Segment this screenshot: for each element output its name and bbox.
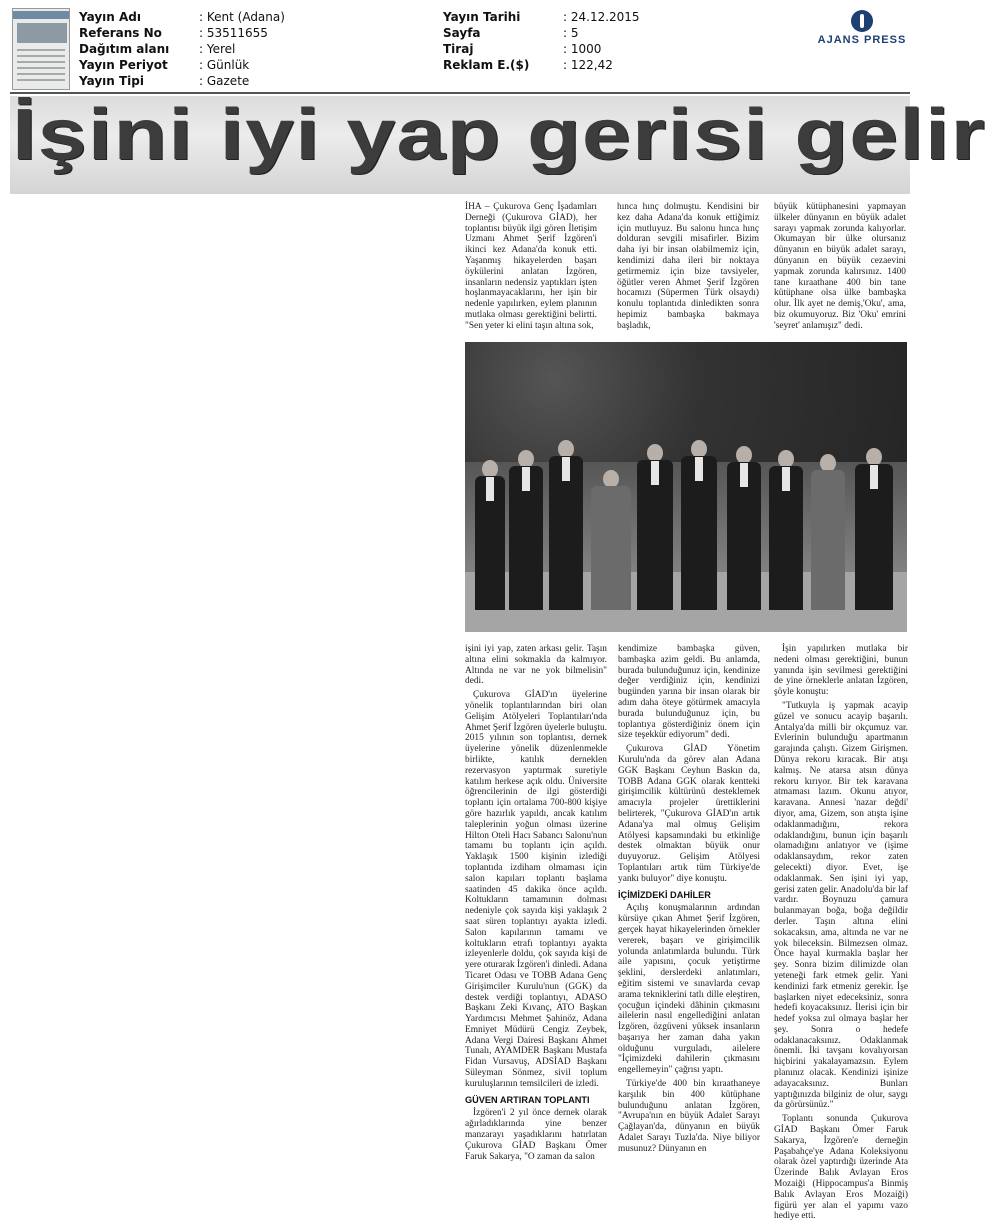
meta-row: Referans No : 53511655	[79, 26, 268, 40]
article-column-6	[774, 644, 908, 1222]
subheading: GÜVEN ARTIRAN TOPLANTI	[465, 1094, 590, 1105]
meta-row: Yayın Periyot : Günlük	[79, 58, 250, 72]
paragraph: "Tutkuyla iş yapmak acayip güzel ve sonucu acayip başarılı. Antalya'da milli bir okçumuz var. Evlerinin bulunduğu apartmanın garajında çalıştı. Gizem Girişmen. Dünya rekoru kıracak. Bir atışı kalmış. Ne atarsa atsın dünya rekoru kırıyor. Bir tek karavana atmaması lazım. Okunu atıyor, karavana. Annesi 'nazar değdi' diyor, ama, Gizem, son atışta işine odaklanmadığını, rekora odaklandığını, bunun için başarılı olamadığını anlatıyor ve (işime odaklansaydım, rekor zaten gelecekti) diyor. Evet, işe odaklanmak. Sen işini iyi yap, gerisi zaten gelir. Anadolu'da bir laf vardır. Boynuzu çamura bulanmayan boğa, boğa değildir derler. Taşın altına elini sokacaksın, ama, altında ne var ne yok bileceksin. Bilmezsen olmaz. Önce hayal kurmakla başlar her şey. Sonra bizim dilimizde olan yeteneği fark etmek gelir. Yani kendinizi fark etmeniz gerekir. İşe başlarken niyet edeceksiniz, sonra hedefi koyacaksınız. İlerisi için bir hedef yoksa zul olmaya başlar her şey. Sonra o hedefe odaklanacaksınız. Odaklanmak önemli. İki tavşanı kovalıyorsan hiçbirini yakalayamazsın. Eylem planınız olacak. Kendinizi işinize adayacaksınız. Bunları yaptığınızda bilginiz de olur, saygı da görürsünüz."	[774, 700, 908, 1111]
newspaper-clipping	[10, 95, 986, 1222]
meta-row: Yayın Tipi : Gazete	[79, 74, 250, 88]
clipping-thumbnail	[12, 8, 70, 90]
publication-meta-left	[79, 9, 285, 89]
paragraph: Türkiye'de 400 bin kıraathaneye karşılık bin 400 kütüphane bulunduğunu anlatan İzgören, "Avrupa'nın en büyük Adalet Sarayı Çağlayan'da, dünyanın en büyük Adalet Sarayı Tuzla'da. Niye biliyor musunuz? Dünyanın en	[618, 1079, 760, 1154]
publication-meta-right	[443, 9, 640, 73]
article-column-3	[774, 202, 906, 340]
paragraph: işini iyi yap, zaten arkası gelir. Taşın altına elini sokmakla da kalmıyor. Altında ne var ne yok bilmelisin" dedi.	[465, 644, 607, 687]
meta-row: Yayın Tarihi : 24.12.2015	[443, 10, 640, 24]
article-column-2	[617, 202, 759, 340]
meta-row: Dağıtım alanı : Yerel	[79, 42, 236, 56]
subheading: İÇİMİZDEKİ DAHİLER	[618, 889, 711, 900]
logo-mark-icon	[851, 10, 873, 32]
paragraph: Açılış konuşmalarının ardından kürsüye çıkan Ahmet Şerif İzgören, gerçek hayat hikayelerinden örnekler vererek, başarı ve girişimcilik yolunda anlatımlarda bulundu. Türk aile yapısını, çocuk yetiştirme şeklini, derslerdeki anlatımları, eğitim sistemi ve sınavlarda cevap arama tekniklerini tatlı dille eleştiren, çocuğun içindeki dâhinin çıkmasını ailelerin nasıl engellediğini anlatan İzgören, özgüveni yüksek insanların başarıya her zaman daha yakın olduğunu vurguladı, ailelere "İçimizdeki dahilerin çıkmasını engellemeyin" çağrısı yaptı.	[618, 903, 760, 1076]
meta-row: Yayın Adı : Kent (Adana)	[79, 10, 285, 24]
headline-band	[10, 95, 986, 194]
paragraph: hınca hınç dolmuştu. Kendisini bir kez daha Adana'da konuk ettiğimiz için mutluyuz. Bu salonu hınca hınç dolduran sevgili misafirler. Bizim daha iyi bir insan olabilmemiz için, kendimizi daha ileri bir noktaya getirmemiz için bize tavsiyeler, öğütler veren Ahmet Şerif İzgören hocamızı (Süpermen Türk olsaydı) konulu toplantıda dinledikten sonra hepimiz bambaşka bakmaya başladık,	[617, 202, 759, 331]
paragraph: kendimize bambaşka güven, bambaşka azim geldi. Bu anlamda, burada bulunduğunuz için, kendinize değer verdiğiniz için, kendinizi bugünden yarına bir insan olarak bir adım daha öteye götürmek amacıyla burada bulunduğunuz için, bu toplantıya gösterdiğiniz önem için size teşekkür ediyorum" dedi.	[618, 644, 760, 741]
article-column-5	[618, 644, 760, 1154]
meta-row: Sayfa : 5	[443, 26, 579, 40]
ajans-press-logo: AJANS PRESS	[812, 10, 912, 50]
article-headline: İşini iyi yap gerisi gelir	[12, 95, 986, 175]
paragraph: İzgören'i 2 yıl önce dernek olarak ağırladıklarında yine benzer manzarayı yaşadıklarını hatırlatan Çukurova GİAD Başkanı Ömer Faruk Sakarya, "O zaman da salon	[465, 1108, 607, 1162]
paragraph: büyük kütüphanesini yapmayan ülkeler dünyanın en büyük adalet sarayı yapmak zorunda kalıyorlar. Okumayan bir ülke olursanız dünyanın en büyük adalet sarayı, dünyanın en büyük cezaevini yapmak zorunda kalırsınız. 1400 tane kıraathane 400 bin tane kütüphane olsa ülke bambaşka olur. İlk ayet ne demiş,'Oku', ama, biz okumuyoruz. Biz 'Oku' emrini 'seyret' anlamışız" dedi.	[774, 202, 906, 331]
paragraph: İHA – Çukurova Genç İşadamları Derneği (Çukurova GİAD), her toplantısı büyük ilgi gören İletişim Uzmanı Ahmet Şerif İzgören'i ikinci kez Adana'da konuk etti. Yaşanmış hikayelerden başarı öykülerini anlatan İzgören, insanların nedensiz yaptıkları işten hoşlanmayacaklarını, her işin bir nedenle yapılırken, eylem planının mutlaka olması gerektiğini belirtti. "Sen yeter ki elini taşın altına sok,	[465, 202, 597, 331]
paragraph: Çukurova GİAD Yönetim Kurulu'nda da görev alan Adana GGK Başkanı Ceyhun Baskın da, TOBB Adana GGK olarak kentteki girişimcilik kültürünü desteklemek amacıyla projeler ürettiklerini belirterek, "Çukurova GİAD'ın artık Adana'ya mal olmuş Gelişim Atölyesi kapsamındaki bu etkinliğe destek olmaktan büyük onur duyuyoruz. Gelişim Atölyesi Toplantıları artık tüm Türkiye'de yankı buluyor" diye konuştu.	[618, 744, 760, 884]
meta-row: Tiraj : 1000	[443, 42, 602, 56]
paragraph: Toplantı sonunda Çukurova GİAD Başkanı Ömer Faruk Sakarya, İzgören'e derneğin Paşabahçe'ye Adana Koleksiyonu olarak özel yaptırdığı üzerinde Ata Üzerinde Balık Avlayan Eros Mozaiği (Hippocampus'a Binmiş Balık Avlayan Eros Mozaiği) figürü yer alan el yapımı vazo hediye etti.	[774, 1114, 908, 1222]
event-group-photo	[465, 342, 907, 632]
meta-row: Reklam E.($) : 122,42	[443, 58, 613, 72]
paragraph: Çukurova GİAD'ın üyelerine yönelik toplantılarından biri olan Gelişim Atölyeleri Toplantıları'nda Ahmet Şerif İzgören üyelerle buluştu. 2015 yılının son toplantısı, dernek üyelerine yönelik düzenlenmekle birlikte, katılık derneklen rezervasyon yaptırmak suretiyle katılım herkese açık oldu. Üniversite öğrencilerinin de ilgi gösterdiği toplantı için ortalama 700-800 kişiye göre hazırlık yapıldı, ancak katılım taleplerinin yoğun olması üzerine Hilton Oteli Hacı Sabancı Salonu'nun tamamı bu toplantı için açıldı. Yaklaşık 1500 kişinin izlediği toplantıda izdiham olmaması için salon kapıları toplantı başlama saatinden 45 dakika önce açıldı. Koltukların tamamının dolması nedeniyle çok sayıda kişi yaklaşık 2 saat süren toplantıyı ayakta izledi. Salon kapılarının tamamı ve koltukların etrafı toplantıyı ayakta izleyenlerle doldu, çok sayıda kişi de yere oturarak İzgören'i dinledi. Adana Ticaret Odası ve TOBB Adana Genç Girişimciler Kurulu'nun (GGK) da destek verdiği toplantıyı, ADASO Başkanı Zeki Kıvanç, ATO Başkan Yardımcısı Mehmet Şahinöz, Adana Emniyet Müdürü Cengiz Zeybek, Adana Vergi Dairesi Başkanı Ahmet Tunalı, AYAMDER Başkanı Mustafa Fidan Vursavuş, ADSİAD Başkanı Süleyman Sönmez, sivil toplum kuruluşlarının temsilcileri de izledi.	[465, 690, 607, 1089]
paragraph: İşin yapılırken mutlaka bir nedeni olması gerektiğini, bunun yanında işin sevilmesi gerektiğini de yine örneklerle anlatan İzgören, şöyle konuştu:	[774, 644, 908, 698]
article-column-4	[465, 644, 607, 1162]
article-column-1	[465, 202, 597, 340]
